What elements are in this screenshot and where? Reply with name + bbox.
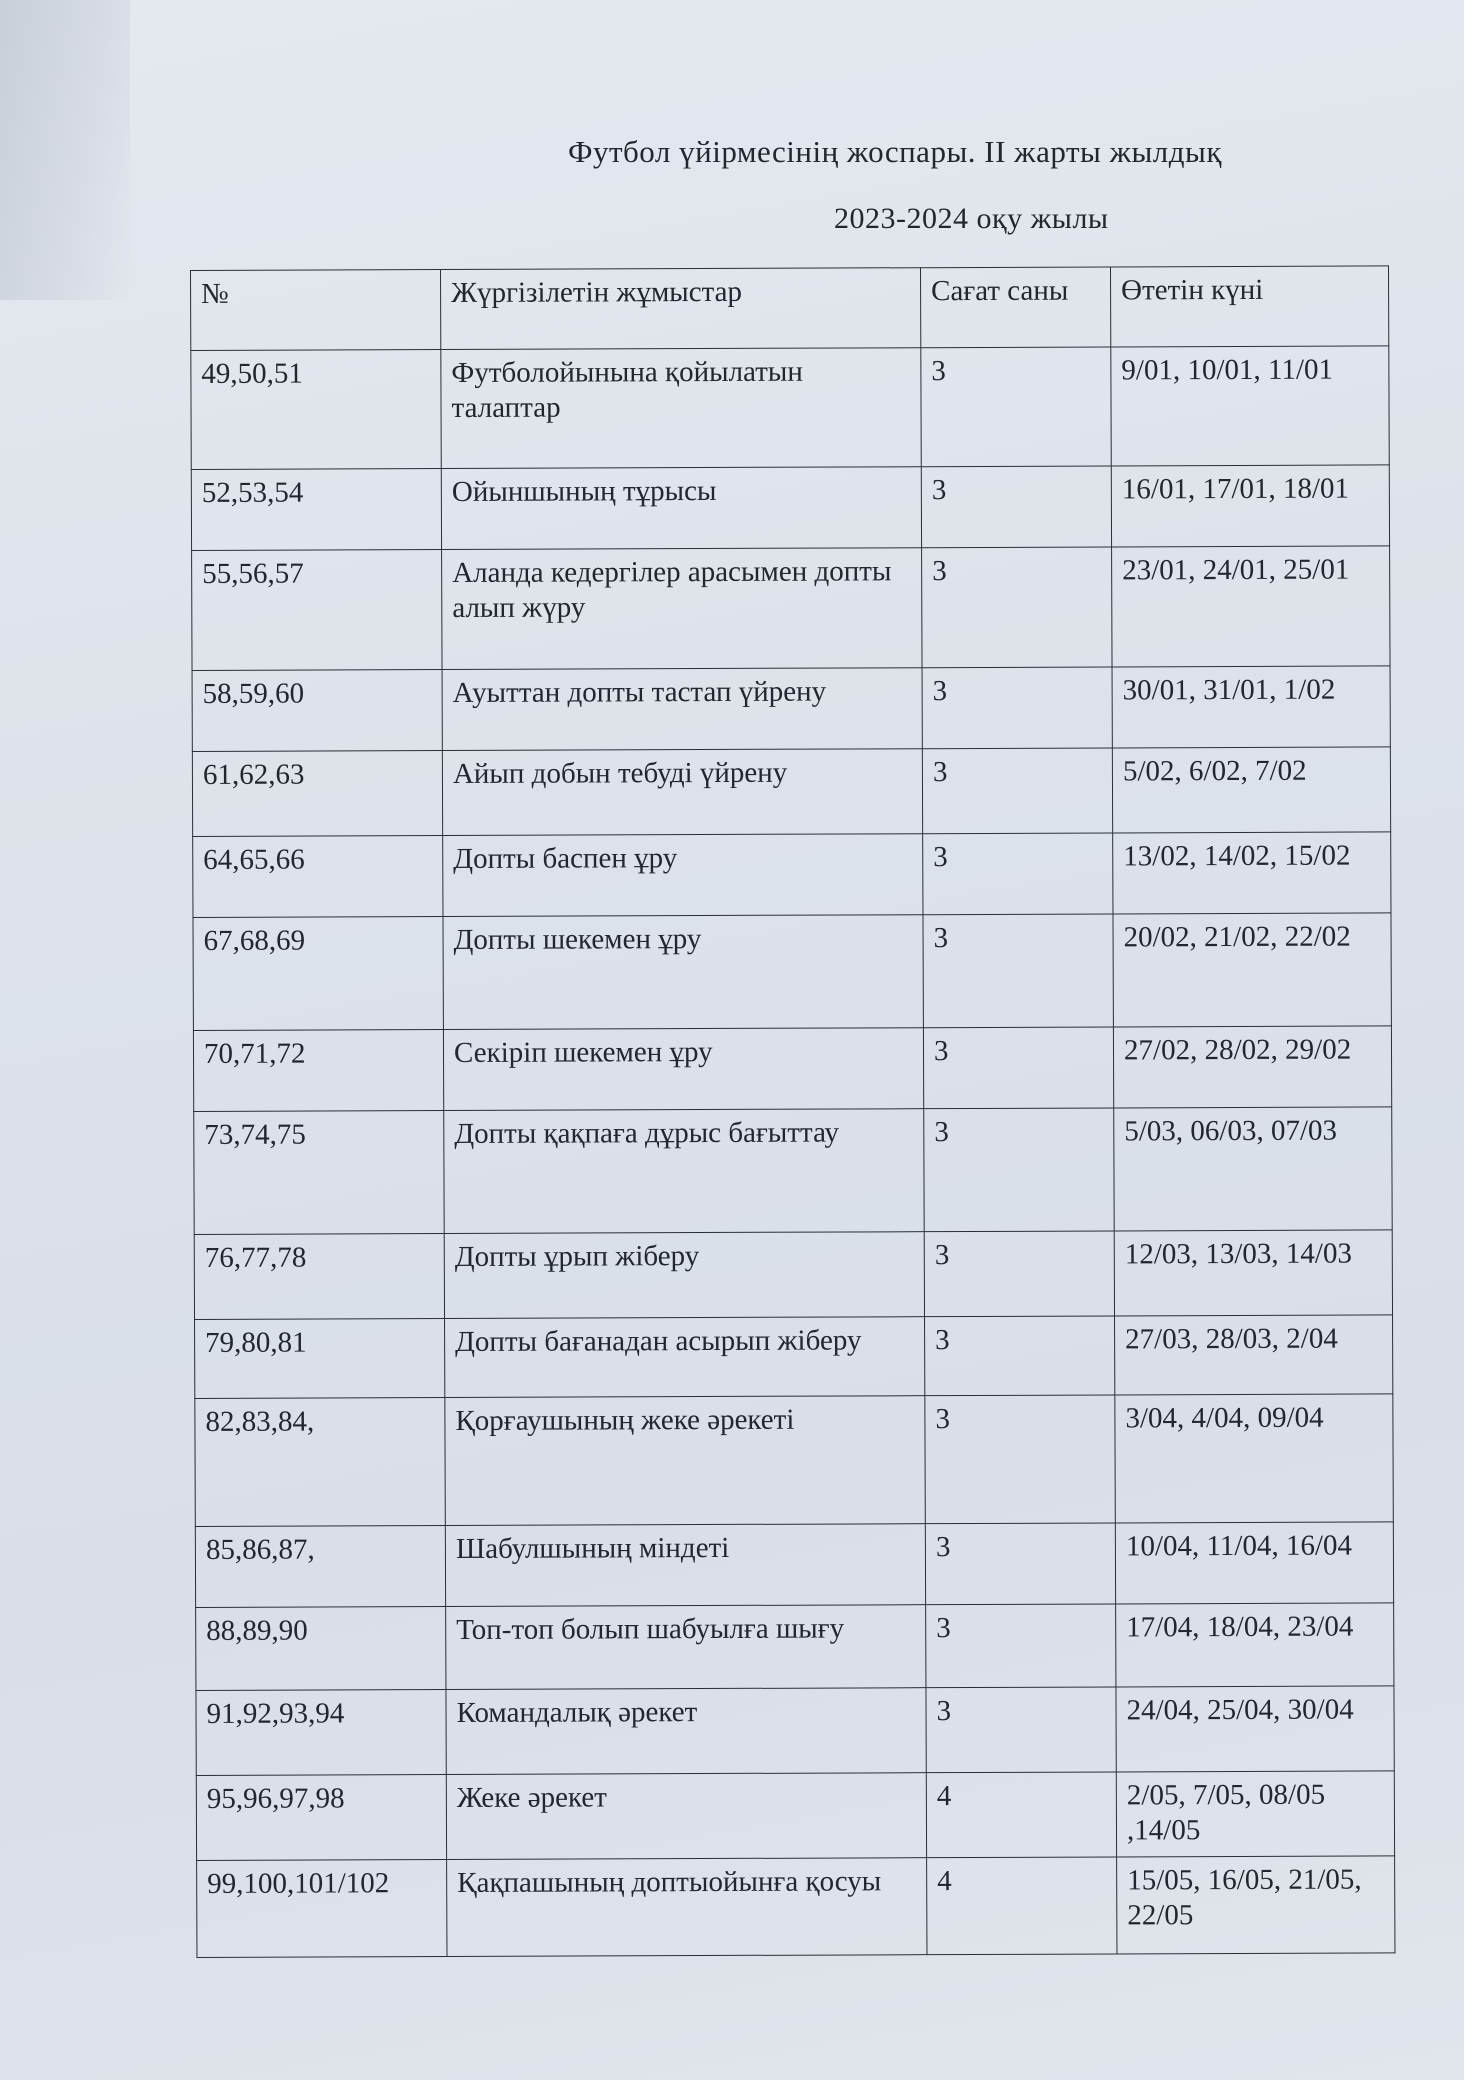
row-hours: 3 xyxy=(925,1316,1115,1396)
table-row xyxy=(191,346,1389,470)
table-row xyxy=(192,546,1390,670)
row-activity: Қақпашының доптыойынға қосуы xyxy=(447,1857,927,1956)
row-hours: 3 xyxy=(926,1687,1116,1773)
table-row xyxy=(194,1107,1392,1235)
row-dates: 5/03, 06/03, 07/03 xyxy=(1114,1107,1392,1232)
row-dates: 16/01, 17/01, 18/01 xyxy=(1111,465,1389,547)
row-hours: 4 xyxy=(927,1857,1117,1955)
table-row xyxy=(191,465,1389,551)
row-number: 99,100,101/102 xyxy=(197,1859,447,1957)
table-row xyxy=(193,832,1391,918)
row-number: 82,83,84, xyxy=(195,1398,445,1526)
row-hours: 3 xyxy=(923,833,1113,915)
row-dates: 20/02, 21/02, 22/02 xyxy=(1113,913,1391,1027)
row-activity: Ауыттан допты тастап үйрену xyxy=(442,667,922,750)
row-activity: Аланда кедергілер арасымен допты алып жүру xyxy=(442,548,922,669)
row-dates: 9/01, 10/01, 11/01 xyxy=(1111,346,1389,466)
table-row xyxy=(197,1856,1395,1958)
row-hours: 4 xyxy=(926,1772,1116,1858)
row-hours: 3 xyxy=(924,1231,1114,1317)
row-activity: Допты ұрып жіберу xyxy=(444,1232,924,1319)
row-activity: Айып добын тебуді үйрену xyxy=(442,748,922,835)
table-row xyxy=(193,1026,1391,1112)
row-hours: 3 xyxy=(925,1523,1115,1605)
row-activity: Топ-топ болып шабуылға шығу xyxy=(446,1604,926,1689)
row-hours: 3 xyxy=(922,547,1112,667)
row-activity: Допты қақпаға дұрыс бағыттау xyxy=(444,1109,924,1234)
academic-year: 2023-2024 оқу жылы xyxy=(834,202,1109,235)
row-activity: Футболойынына қойылатын талаптар xyxy=(441,348,921,469)
row-number: 76,77,78 xyxy=(194,1234,444,1320)
row-activity: Допты шекемен ұру xyxy=(443,914,923,1029)
row-hours: 3 xyxy=(924,1108,1114,1232)
table-row xyxy=(194,1230,1392,1320)
table-row xyxy=(195,1315,1393,1399)
row-hours: 3 xyxy=(922,748,1112,834)
row-activity: Допты бағанадан асырып жіберу xyxy=(445,1317,925,1398)
table-row xyxy=(192,747,1390,837)
table-row xyxy=(196,1771,1394,1861)
row-number: 95,96,97,98 xyxy=(196,1774,446,1860)
row-hours: 3 xyxy=(923,914,1113,1028)
row-activity: Жеке әрекет xyxy=(446,1772,926,1859)
row-number: 58,59,60 xyxy=(192,669,442,751)
row-number: 52,53,54 xyxy=(191,469,441,551)
row-activity: Секіріп шекемен ұру xyxy=(443,1028,923,1111)
row-dates: 12/03, 13/03, 14/03 xyxy=(1114,1230,1392,1316)
row-number: 61,62,63 xyxy=(192,750,442,836)
plan-table xyxy=(190,265,1395,1958)
row-hours: 3 xyxy=(921,466,1111,548)
row-hours: 3 xyxy=(926,1604,1116,1688)
row-dates: 27/03, 28/03, 2/04 xyxy=(1115,1315,1393,1395)
row-number: 49,50,51 xyxy=(191,350,441,470)
row-dates: 10/04, 11/04, 16/04 xyxy=(1115,1522,1393,1604)
row-activity: Ойыншының тұрысы xyxy=(441,467,921,550)
header-number: № xyxy=(191,270,441,351)
row-activity: Қорғаушының жеке әрекеті xyxy=(445,1396,925,1525)
row-dates: 23/01, 24/01, 25/01 xyxy=(1112,546,1390,666)
page-fold-shadow xyxy=(0,0,130,300)
header-hours: Сағат саны xyxy=(920,267,1110,348)
row-dates: 30/01, 31/01, 1/02 xyxy=(1112,666,1390,748)
row-number: 88,89,90 xyxy=(196,1606,446,1690)
row-hours: 3 xyxy=(925,1395,1115,1523)
row-number: 85,86,87, xyxy=(195,1525,445,1607)
row-number: 70,71,72 xyxy=(193,1030,443,1112)
table-row xyxy=(193,913,1391,1031)
row-activity: Допты баспен ұру xyxy=(443,833,923,916)
header-activity: Жүргізілетін жұмыстар xyxy=(441,268,921,350)
row-hours: 3 xyxy=(923,1027,1113,1109)
table-row xyxy=(195,1394,1393,1526)
table-row xyxy=(195,1522,1393,1608)
document-title: Футбол үйірмесінің жоспары. II жарты жылдық xyxy=(568,134,1222,169)
row-activity: Командалық әрекет xyxy=(446,1687,926,1774)
row-dates: 17/04, 18/04, 23/04 xyxy=(1116,1603,1394,1687)
row-number: 67,68,69 xyxy=(193,916,443,1030)
header-dates: Өтетін күні xyxy=(1110,266,1388,347)
row-number: 91,92,93,94 xyxy=(196,1689,446,1775)
row-dates: 27/02, 28/02, 29/02 xyxy=(1113,1026,1391,1108)
row-activity: Шабулшының міндеті xyxy=(445,1524,925,1607)
table-row xyxy=(192,666,1390,752)
table-header-row xyxy=(191,266,1389,351)
row-number: 55,56,57 xyxy=(192,550,442,670)
row-dates: 5/02, 6/02, 7/02 xyxy=(1112,747,1390,833)
row-dates: 2/05, 7/05, 08/05 ,14/05 xyxy=(1116,1771,1394,1857)
row-hours: 3 xyxy=(922,667,1112,749)
table-row xyxy=(196,1686,1394,1776)
row-dates: 13/02, 14/02, 15/02 xyxy=(1113,832,1391,914)
row-number: 64,65,66 xyxy=(193,835,443,917)
row-hours: 3 xyxy=(921,347,1111,467)
table-row xyxy=(196,1603,1394,1691)
row-number: 73,74,75 xyxy=(194,1110,444,1234)
row-number: 79,80,81 xyxy=(195,1319,445,1399)
row-dates: 24/04, 25/04, 30/04 xyxy=(1116,1686,1394,1772)
row-dates: 15/05, 16/05, 21/05, 22/05 xyxy=(1117,1856,1395,1954)
row-dates: 3/04, 4/04, 09/04 xyxy=(1115,1394,1393,1523)
